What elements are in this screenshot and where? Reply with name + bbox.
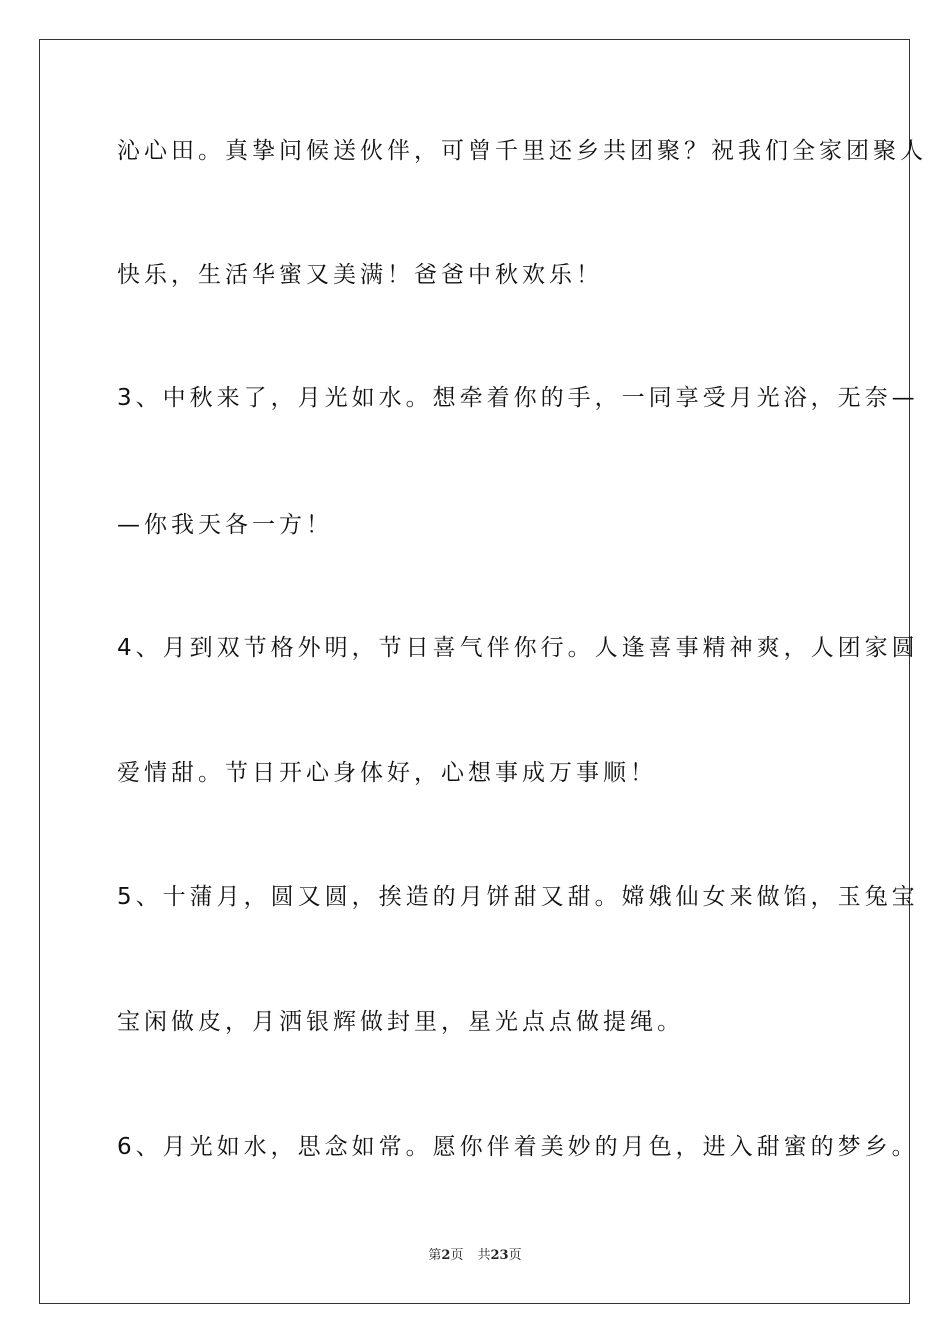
body-line-3: 3、中秋来了，月光如水。想牵着你的手，一同享受月光浴，无奈— (117, 385, 919, 411)
body-line-6: 爱情甜。节日开心身体好，心想事成万事顺！ (117, 760, 657, 786)
footer-page-prefix: 第 (428, 1248, 442, 1263)
footer-page-suffix: 页 (450, 1248, 464, 1263)
footer-page-current: 2 (441, 1248, 451, 1263)
body-line-1: 沁心田。真挚问候送伙伴，可曾千里还乡共团聚？祝我们全家团聚人 (117, 138, 927, 164)
body-line-2: 快乐，生活华蜜又美满！爸爸中秋欢乐！ (117, 262, 603, 288)
body-line-8: 宝闲做皮，月洒银辉做封里，星光点点做提绳。 (117, 1009, 684, 1035)
body-line-4: —你我天各一方！ (117, 512, 333, 538)
footer-total-suffix: 页 (508, 1248, 522, 1263)
body-line-7: 5、十蒲月，圆又圆，挨造的月饼甜又甜。嫦娥仙女来做馅，玉兔宝 (117, 884, 919, 910)
footer-page-total: 23 (490, 1248, 509, 1263)
page-border (39, 39, 910, 1304)
footer-total-prefix: 共 (477, 1248, 491, 1263)
body-line-5: 4、月到双节格外明，节日喜气伴你行。人逢喜事精神爽，人团家圆 (117, 635, 919, 661)
page-footer (0, 1247, 950, 1265)
body-line-9: 6、月光如水，思念如常。愿你伴着美妙的月色，进入甜蜜的梦乡。 (117, 1134, 919, 1160)
